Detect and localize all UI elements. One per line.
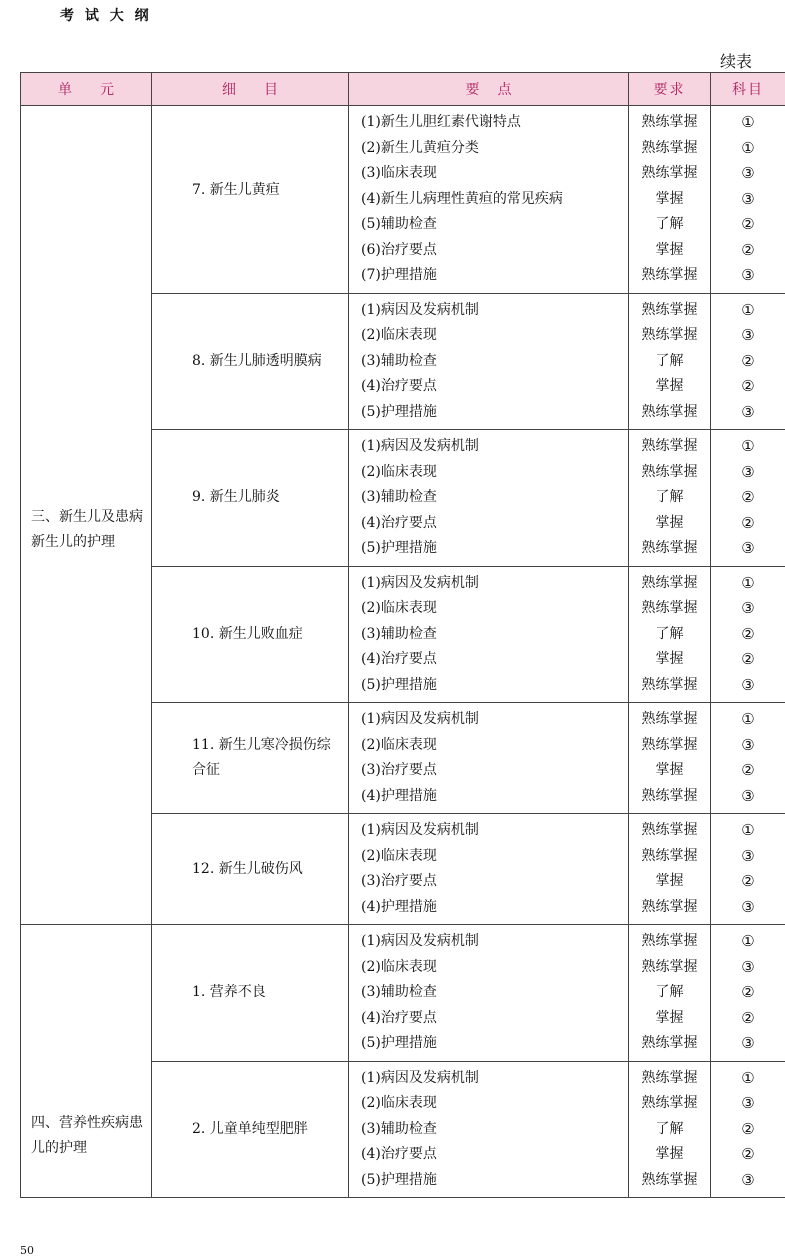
requirement-item: 熟练掌握 <box>641 438 698 454</box>
requirements-cell <box>629 814 711 925</box>
subject-item: ② <box>741 650 755 668</box>
requirements-list <box>629 703 710 813</box>
requirements-list <box>629 294 710 430</box>
points-cell <box>349 703 629 814</box>
subjects-list <box>711 814 785 924</box>
table-row <box>21 106 785 294</box>
requirement-item: 熟练掌握 <box>641 1095 698 1111</box>
subject-item: ① <box>741 573 755 592</box>
point-item: (5)护理措施 <box>361 403 437 420</box>
point-item: (2)临床表现 <box>361 327 437 343</box>
point-item: (5)辅助检查 <box>361 216 437 232</box>
point-item: (2)新生儿黄疸分类 <box>361 139 479 156</box>
subject-item: ① <box>741 821 755 839</box>
requirement-item: 熟练掌握 <box>641 1069 698 1086</box>
topic-cell: 12. 新生儿破伤风 <box>152 814 349 925</box>
topic-cell: 7. 新生儿黄疸 <box>152 106 349 294</box>
subject-item: ③ <box>741 266 755 284</box>
subjects-cell <box>711 925 785 1062</box>
requirement-item: 熟练掌握 <box>641 139 698 156</box>
points-list <box>349 703 628 813</box>
point-item: (2)临床表现 <box>361 1095 437 1111</box>
requirement-item: 熟练掌握 <box>641 787 698 804</box>
point-item: (6)治疗要点 <box>361 241 437 258</box>
point-item: (1)病因及发病机制 <box>361 574 479 591</box>
point-item: (4)护理措施 <box>361 787 437 804</box>
header-requirement: 要求 <box>629 73 711 106</box>
subject-item: ③ <box>741 599 755 617</box>
requirements-cell <box>629 703 711 814</box>
point-item: (4)新生儿病理性黄疸的常见疾病 <box>361 190 563 207</box>
subject-item: ② <box>741 624 755 643</box>
point-item: (4)治疗要点 <box>361 378 437 394</box>
header-points: 要点 <box>349 73 629 106</box>
point-item: (2)临床表现 <box>361 736 437 753</box>
subject-item: ② <box>741 377 755 395</box>
requirements-list <box>629 925 710 1061</box>
subjects-cell <box>711 430 785 567</box>
requirements-list <box>629 1062 710 1198</box>
point-item: (5)护理措施 <box>361 1171 437 1188</box>
point-item: (4)护理措施 <box>361 898 437 915</box>
subject-item: ③ <box>741 1170 755 1189</box>
point-item: (2)临床表现 <box>361 958 437 975</box>
subjects-cell <box>711 1061 785 1198</box>
subjects-list <box>711 1062 785 1198</box>
points-cell <box>349 293 629 430</box>
subjects-cell <box>711 293 785 430</box>
requirement-item: 熟练掌握 <box>641 600 698 616</box>
point-item: (1)病因及发病机制 <box>361 711 479 727</box>
subjects-list <box>711 567 785 703</box>
requirement-item: 熟练掌握 <box>641 958 698 975</box>
subject-item: ③ <box>741 189 755 208</box>
subject-item: ③ <box>741 1094 755 1112</box>
table-body <box>21 106 785 1198</box>
subjects-cell <box>711 703 785 814</box>
requirement-item: 掌握 <box>655 190 684 207</box>
point-item: (3)辅助检查 <box>361 1120 437 1137</box>
requirement-item: 熟练掌握 <box>641 898 698 915</box>
requirement-item: 熟练掌握 <box>641 676 698 693</box>
subjects-list <box>711 106 785 293</box>
requirements-list <box>629 567 710 703</box>
subject-item: ③ <box>741 402 755 421</box>
point-item: (3)治疗要点 <box>361 873 437 889</box>
point-item: (4)治疗要点 <box>361 514 437 531</box>
subject-item: ③ <box>741 539 755 557</box>
requirement-item: 了解 <box>655 984 684 1000</box>
requirement-item: 熟练掌握 <box>641 933 698 949</box>
subject-item: ① <box>741 113 755 131</box>
point-item: (3)辅助检查 <box>361 352 437 369</box>
subjects-cell <box>711 566 785 703</box>
subject-item: ③ <box>741 1034 755 1052</box>
point-item: (3)辅助检查 <box>361 625 437 642</box>
requirement-item: 熟练掌握 <box>641 165 698 181</box>
point-item: (2)临床表现 <box>361 847 437 864</box>
requirement-item: 掌握 <box>655 241 684 258</box>
points-cell <box>349 430 629 567</box>
points-cell <box>349 814 629 925</box>
table-row <box>21 925 785 1062</box>
requirement-item: 熟练掌握 <box>641 114 698 130</box>
subject-item: ② <box>741 1119 755 1138</box>
subject-item: ② <box>741 872 755 890</box>
requirement-item: 熟练掌握 <box>641 736 698 753</box>
subject-item: ③ <box>741 957 755 976</box>
table-header-row <box>21 73 785 106</box>
subject-item: ② <box>741 1008 755 1027</box>
requirement-item: 熟练掌握 <box>641 822 698 838</box>
subject-item: ② <box>741 240 755 259</box>
topic-cell: 10. 新生儿败血症 <box>152 566 349 703</box>
subjects-list <box>711 925 785 1061</box>
requirements-list <box>629 814 710 924</box>
subject-item: ② <box>741 983 755 1001</box>
requirement-item: 熟练掌握 <box>641 1035 698 1051</box>
points-cell <box>349 106 629 294</box>
subject-item: ③ <box>741 326 755 344</box>
topic-cell: 8. 新生儿肺透明膜病 <box>152 293 349 430</box>
requirement-item: 掌握 <box>655 378 684 394</box>
point-item: (3)临床表现 <box>361 165 437 181</box>
unit-cell: 四、营养性疾病患儿的护理 <box>21 925 152 1198</box>
subject-item: ① <box>741 710 755 728</box>
requirement-item: 熟练掌握 <box>641 327 698 343</box>
points-list <box>349 294 628 430</box>
requirements-cell <box>629 1061 711 1198</box>
topic-cell: 1. 营养不良 <box>152 925 349 1062</box>
point-item: (1)病因及发病机制 <box>361 438 479 454</box>
requirements-cell <box>629 925 711 1062</box>
point-item: (3)辅助检查 <box>361 489 437 505</box>
requirement-item: 掌握 <box>655 651 684 667</box>
points-list <box>349 430 628 566</box>
page-number: 50 <box>20 1244 34 1257</box>
point-item: (4)治疗要点 <box>361 651 437 667</box>
point-item: (4)治疗要点 <box>361 1146 437 1162</box>
point-item: (2)临床表现 <box>361 600 437 616</box>
points-cell <box>349 566 629 703</box>
requirement-item: 熟练掌握 <box>641 301 698 318</box>
point-item: (1)病因及发病机制 <box>361 822 479 838</box>
subject-item: ③ <box>741 164 755 182</box>
points-cell <box>349 1061 629 1198</box>
requirements-cell <box>629 106 711 294</box>
header-topic: 细目 <box>152 73 349 106</box>
subjects-list <box>711 430 785 566</box>
requirement-item: 掌握 <box>655 873 684 889</box>
requirement-item: 了解 <box>655 1120 684 1137</box>
subject-item: ③ <box>741 786 755 805</box>
point-item: (1)病因及发病机制 <box>361 1069 479 1086</box>
subject-item: ② <box>741 215 755 233</box>
subject-item: ② <box>741 351 755 370</box>
header-unit: 单元 <box>21 73 152 106</box>
subject-item: ① <box>741 138 755 157</box>
point-item: (5)护理措施 <box>361 540 437 556</box>
subject-item: ③ <box>741 897 755 916</box>
requirement-item: 了解 <box>655 489 684 505</box>
subjects-list <box>711 294 785 430</box>
points-list <box>349 106 628 293</box>
subject-item: ① <box>741 932 755 950</box>
point-item: (7)护理措施 <box>361 267 437 283</box>
requirement-item: 掌握 <box>655 762 684 778</box>
subject-item: ③ <box>741 846 755 865</box>
requirements-list <box>629 430 710 566</box>
subject-item: ① <box>741 437 755 455</box>
running-head: 考 试 大 纲 <box>60 8 152 24</box>
point-item: (1)新生儿胆红素代谢特点 <box>361 114 521 130</box>
requirement-item: 熟练掌握 <box>641 1171 698 1188</box>
subject-item: ② <box>741 488 755 506</box>
header-subject: 科目 <box>711 73 785 106</box>
unit-cell: 三、新生儿及患病新生儿的护理 <box>21 106 152 925</box>
subject-item: ① <box>741 1068 755 1087</box>
subject-item: ③ <box>741 735 755 754</box>
subject-item: ② <box>741 513 755 532</box>
subject-item: ① <box>741 300 755 319</box>
requirement-item: 掌握 <box>655 1146 684 1162</box>
requirements-cell <box>629 566 711 703</box>
subjects-cell <box>711 814 785 925</box>
points-list <box>349 814 628 924</box>
point-item: (4)治疗要点 <box>361 1009 437 1026</box>
subject-item: ② <box>741 761 755 779</box>
points-cell <box>349 925 629 1062</box>
requirement-item: 了解 <box>655 625 684 642</box>
requirement-item: 熟练掌握 <box>641 540 698 556</box>
point-item: (2)临床表现 <box>361 463 437 480</box>
subject-item: ③ <box>741 675 755 694</box>
requirement-item: 熟练掌握 <box>641 403 698 420</box>
point-item: (5)护理措施 <box>361 1035 437 1051</box>
requirement-item: 掌握 <box>655 1009 684 1026</box>
syllabus-table <box>20 72 785 1198</box>
requirements-cell <box>629 430 711 567</box>
point-item: (5)护理措施 <box>361 676 437 693</box>
point-item: (3)辅助检查 <box>361 984 437 1000</box>
requirement-item: 熟练掌握 <box>641 574 698 591</box>
subjects-cell <box>711 106 785 294</box>
requirements-cell <box>629 293 711 430</box>
requirements-list <box>629 106 710 293</box>
topic-cell: 11. 新生儿寒冷损伤综合征 <box>152 703 349 814</box>
requirement-item: 了解 <box>655 216 684 232</box>
subject-item: ② <box>741 1145 755 1163</box>
points-list <box>349 925 628 1061</box>
point-item: (3)治疗要点 <box>361 762 437 778</box>
topic-cell: 9. 新生儿肺炎 <box>152 430 349 567</box>
requirement-item: 熟练掌握 <box>641 267 698 283</box>
continued-label: 续表 <box>720 52 753 71</box>
requirement-item: 熟练掌握 <box>641 463 698 480</box>
points-list <box>349 1062 628 1198</box>
topic-cell: 2. 儿童单纯型肥胖 <box>152 1061 349 1198</box>
point-item: (1)病因及发病机制 <box>361 933 479 949</box>
subjects-list <box>711 703 785 813</box>
requirement-item: 了解 <box>655 352 684 369</box>
point-item: (1)病因及发病机制 <box>361 301 479 318</box>
subject-item: ③ <box>741 462 755 481</box>
points-list <box>349 567 628 703</box>
requirement-item: 掌握 <box>655 514 684 531</box>
requirement-item: 熟练掌握 <box>641 847 698 864</box>
requirement-item: 熟练掌握 <box>641 711 698 727</box>
